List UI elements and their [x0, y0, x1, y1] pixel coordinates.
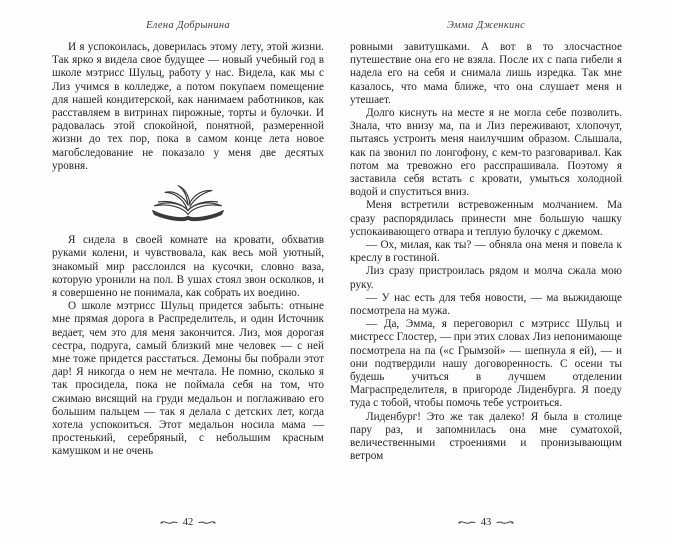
- vine-arrow-flourish-icon: [458, 518, 476, 527]
- page-body-right: [350, 41, 622, 509]
- vine-arrow-flourish-icon: [496, 518, 514, 527]
- running-header-left: Елена Добрынина: [146, 20, 230, 31]
- paragraph-continuation: ровными завитушками. А вот в то злосчастное путешествие она его не взяла. После их с папа гибели я надела его на себя и снимала лишь изредка. Так мне казалось, что мама ближе, что она слушает меня и утешает.: [350, 41, 622, 106]
- dialogue-line: — У нас есть для тебя новости, — ма выжидающе посмотрела на мужа.: [350, 291, 622, 318]
- running-header-right: Эмма Дженкинс: [446, 20, 526, 31]
- paragraph: Лиз сразу пристроилась рядом и молча сжала мою руку.: [350, 265, 622, 291]
- page-left: [52, 20, 324, 532]
- folio-right: [350, 509, 622, 532]
- paragraph: Лиденбург! Это же так далеко! Я была в столице пару раз, и запомнилась она мне суматохой, величественными строениями и пронизывающим ветром: [350, 410, 622, 463]
- dialogue-line: — Да, Эмма, я переговорил с мэтрисс Шульц и мистресс Глостер, — при этих словах Лиз непонимающе посмотрела на па («с Грымзой» — шепнула я ей), — и они подтвердили нашу договоренность. С осени ты будешь учиться в лучшем отделении Маграспределителя, в пригороде Лиденбурга. Я поеду туда с тобой, чтобы помочь тебе устроиться.: [350, 318, 622, 410]
- paragraph: О школе мэтрисс Шульц придется забыть: отныне мне прямая дорога в Распределитель, и один Источник ведает, чем это для меня закончится. Лиз, моя дорогая сестра, подруга, самый близкий мне человек — с ней мне тоже придется расстаться. Демоны бы побрали этот дар! Я никогда о нем не мечтала. Не помню, сколько я так просидела, пока не поймала себя на том, что сжимаю висящий на груди медальон и поглаживаю его большим пальцем — так я делала с детских лет, когда хотела успокоиться. Этот медальон носила мама — простенький, серебряный, с небольшим красным камушком и не очень: [52, 300, 324, 458]
- page-body-left: [52, 41, 324, 509]
- vine-arrow-flourish-icon: [198, 518, 216, 527]
- dialogue-line: — Ох, милая, как ты? — обняла она меня и повела к креслу в гостиной.: [350, 239, 622, 265]
- page-number: 42: [182, 517, 194, 528]
- page-number: 43: [480, 517, 492, 528]
- paragraph: Долго киснуть на месте я не могла себе позволить. Знала, что внизу ма, па и Лиз переживают, хлопочут, пытаясь устроить меня наилучшим образом. Слышала, как па звонил по лонгофону, с кем-то разговаривал. Как потом ма тревожно его расспрашивала. Поэтому я заставила себя встать с кровати, умыться холодной водой и спуститься вниз.: [350, 107, 622, 199]
- paragraph: Меня встретили встревоженным молчанием. Ма сразу распорядилась принести мне большую чашку успокаивающего отвара и теплую булочку с джемом.: [350, 199, 622, 238]
- page-right: [350, 20, 622, 532]
- folio-left: [52, 509, 324, 532]
- paragraph: И я успокоилась, доверилась этому лету, этой жизни. Так ярко я видела свое будущее — новый учебный год в школе мэтрисс Шульц, работу у нас. Видела, как мы с Лиз учимся в колледже, а потом покупаем помещение для нашей кондитерской, как нанимаем работников, как расставляем в витринах пирожные, торты и булочки. И радовалась этой спокойной, понятной, размеренной жизни до тех пор, пока в самом конце лета новое магобследование не показало у меня две десятых уровня.: [52, 41, 324, 172]
- vine-arrow-flourish-icon: [160, 518, 178, 527]
- paragraph: Я сидела в своей комнате на кровати, обхватив руками колени, и чувствовала, как весь мой уютный, знакомый мир расслоился на кусочки, словно ваза, которую уронили на пол. В ушах стоял звон осколков, и я совершенно не понимала, как собрать их воедино.: [52, 234, 324, 300]
- chapter-ornament: [52, 178, 324, 230]
- open-book-sketch-icon: [145, 217, 231, 229]
